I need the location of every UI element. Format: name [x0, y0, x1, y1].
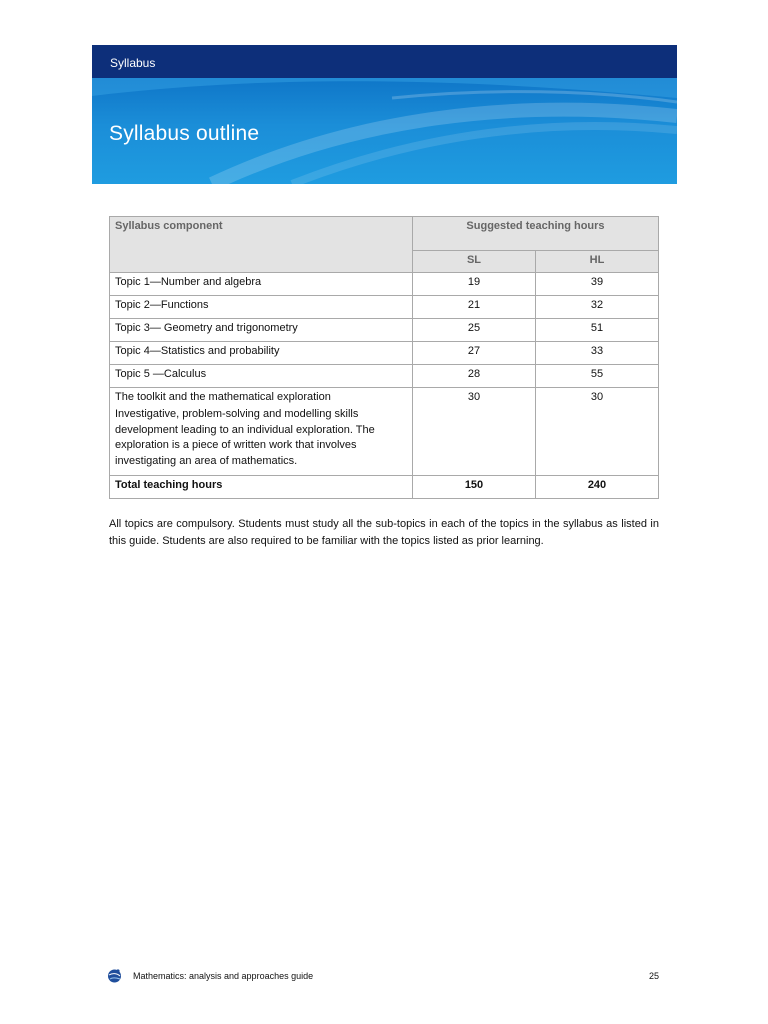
page-footer — [107, 967, 659, 985]
total-sl: 150 — [413, 476, 536, 499]
section-header-bar — [92, 45, 677, 78]
row-hl: 33 — [535, 342, 658, 365]
table-row — [110, 273, 659, 296]
total-hl: 240 — [535, 476, 658, 499]
page-number: 25 — [648, 971, 659, 981]
table-total-row — [110, 476, 659, 499]
table-header-row — [110, 217, 659, 251]
compulsory-note: All topics are compulsory. Students must study all the sub-topics in each of the topics in the syllabus as listed in this guide. Students are also required to be familiar with the topics listed as prior learning. — [109, 518, 659, 547]
row-hl: 55 — [535, 365, 658, 388]
ib-globe-logo-icon — [107, 968, 122, 983]
row-component-cell — [110, 388, 413, 476]
row-hl: 32 — [535, 296, 658, 319]
title-banner — [92, 78, 677, 184]
row-component: The toolkit and the mathematical exploration — [115, 391, 331, 403]
header-hours: Suggested teaching hours — [413, 217, 659, 251]
row-hl: 30 — [535, 388, 658, 476]
section-label: Syllabus — [110, 56, 156, 70]
table-row — [110, 342, 659, 365]
row-component: Topic 5 —Calculus — [110, 365, 413, 388]
row-sl: 30 — [413, 388, 536, 476]
row-hl: 39 — [535, 273, 658, 296]
row-component: Topic 3— Geometry and trigonometry — [110, 319, 413, 342]
row-sl: 19 — [413, 273, 536, 296]
row-component: Topic 2—Functions — [110, 296, 413, 319]
row-sl: 27 — [413, 342, 536, 365]
table-row — [110, 319, 659, 342]
table-row — [110, 388, 659, 476]
row-sl: 28 — [413, 365, 536, 388]
guide-title: Mathematics: analysis and approaches guide — [133, 971, 314, 981]
row-component: Topic 4—Statistics and probability — [110, 342, 413, 365]
header-component: Syllabus component — [110, 217, 413, 273]
page-title: Syllabus outline — [109, 122, 260, 145]
row-component-detail: Investigative, problem-solving and modelling skills development leading to an individual exploration. The exploration is a piece of written work that involves investigating an area of mathematics. — [115, 408, 375, 467]
header-sl: SL — [413, 250, 536, 272]
header-hl: HL — [535, 250, 658, 272]
total-label: Total teaching hours — [110, 476, 413, 499]
row-hl: 51 — [535, 319, 658, 342]
row-component: Topic 1—Number and algebra — [110, 273, 413, 296]
row-sl: 25 — [413, 319, 536, 342]
syllabus-outline-table — [109, 216, 659, 499]
row-sl: 21 — [413, 296, 536, 319]
table-row — [110, 296, 659, 319]
table-row — [110, 365, 659, 388]
